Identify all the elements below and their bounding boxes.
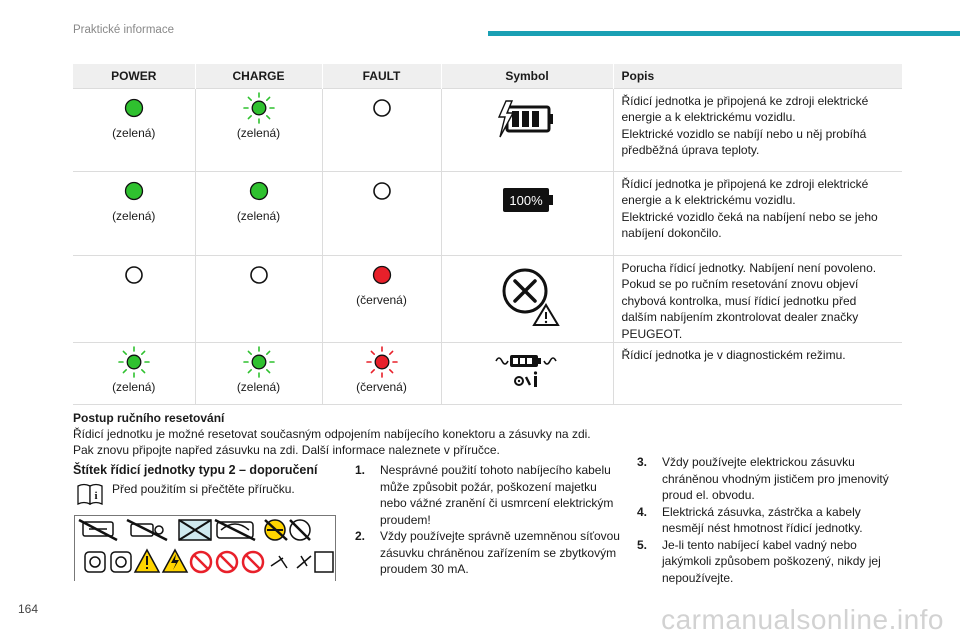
description-line: Řídicí jednotka je v diagnostickém režimu.: [621, 348, 846, 362]
led-off-icon: [364, 97, 400, 119]
green-led-blinking-icon: [116, 351, 152, 373]
fault-led-cell: [322, 343, 441, 405]
power-led-cell: [73, 343, 195, 405]
power-led-cell: [73, 171, 195, 255]
table-row: [73, 343, 902, 405]
battery-charging-icon: [497, 97, 557, 145]
manual-reset-title: Postup ručního resetování: [73, 411, 225, 425]
symbol-cell: [441, 343, 613, 405]
led-color-label: (zelená): [112, 208, 156, 223]
column-header-fault: FAULT: [322, 64, 441, 88]
led-off-icon: [364, 180, 400, 202]
description-line: předběžná úprava teploty.: [621, 143, 760, 157]
led-color-label: (zelená): [236, 208, 281, 223]
safety-pictograms-icon: [75, 516, 337, 582]
description-line: energie a k elektrickému vozidlu.: [621, 193, 796, 207]
list-item-number: 2.: [355, 529, 366, 543]
charge-led-cell: [195, 343, 322, 405]
led-color-label: (zelená): [236, 125, 281, 140]
column-header-symbol: Symbol: [441, 64, 613, 88]
table-row: [73, 88, 902, 171]
battery-full-icon: [497, 180, 557, 220]
list-item: [637, 537, 905, 587]
led-color-label: (červená): [356, 292, 407, 307]
red-led-blinking-icon: [364, 351, 400, 373]
led-off-icon: [241, 264, 277, 286]
led-off-icon: [116, 264, 152, 286]
manual-reset-section: [73, 410, 633, 458]
green-led-on-icon: [116, 180, 152, 202]
list-item-number: 1.: [355, 463, 366, 477]
read-manual-text: Před použitím si přečtěte příručku.: [112, 482, 295, 496]
led-status-table: [73, 64, 902, 405]
fault-led-cell: [322, 171, 441, 255]
diagnostic-mode-icon: [492, 351, 562, 391]
section-title: Praktické informace: [73, 24, 174, 36]
middle-recommendations-list: [355, 462, 620, 578]
description-cell: [613, 171, 902, 255]
list-item-text: Vždy používejte elektrickou zásuvku chráněnou vhodným jističem pro jmenovitý proud el. obvodu.: [662, 455, 889, 502]
power-led-cell: [73, 255, 195, 343]
fault-led-cell: [322, 88, 441, 171]
controller-label-image: [74, 515, 336, 581]
description-line: Řídicí jednotka je připojená ke zdroji elektrické: [621, 93, 869, 108]
svg-text:i: i: [94, 490, 98, 502]
page-number: 164: [18, 602, 39, 616]
column-header-power: POWER: [73, 64, 195, 88]
fault-warning-icon: [492, 264, 562, 330]
table-header-row: [73, 64, 902, 88]
column-header-charge: CHARGE: [195, 64, 322, 88]
description-line: dalším nabíjením zkontrolovat dealer značky: [621, 310, 859, 324]
description-line: PEUGEOT.: [621, 326, 683, 341]
table-row: [73, 171, 902, 255]
label-section-title: Štítek řídicí jednotky typu 2 – doporučení: [73, 463, 318, 477]
symbol-cell: [441, 88, 613, 171]
fault-led-cell: [322, 255, 441, 343]
list-item-text: Nesprávné použití tohoto nabíjecího kabelu může způsobit požár, poškození majetku nebo vážné zranění či usmrcení elektrickým proudem!: [380, 463, 614, 527]
power-led-cell: [73, 88, 195, 171]
charge-led-cell: [195, 255, 322, 343]
list-item-number: 4.: [637, 504, 648, 519]
list-item-text: Elektrická zásuvka, zástrčka a kabely nesmějí nést hmotnost řídicí jednotky.: [662, 504, 863, 535]
manual-reset-text: Pak znovu připojte napřed zásuvku na zdi. Další informace naleznete v příručce.: [73, 443, 500, 457]
green-led-blinking-icon: [241, 351, 277, 373]
description-line: chybová kontrolka, musí řídicí jednotku před: [621, 293, 857, 308]
description-cell: [613, 88, 902, 171]
list-item-number: 5.: [637, 537, 648, 552]
description-line: Elektrické vozidlo čeká na nabíjení nebo se jeho: [621, 209, 878, 224]
header-accent-bar: [488, 31, 960, 36]
watermark: carmanualsonline.info: [661, 604, 944, 635]
led-color-label: (zelená): [236, 380, 281, 394]
led-color-label: (zelená): [112, 125, 156, 140]
symbol-cell: [441, 171, 613, 255]
green-led-on-icon: [116, 97, 152, 119]
list-item: [637, 504, 905, 537]
symbol-cell: [441, 255, 613, 343]
description-line: Elektrické vozidlo se nabíjí nebo u něj probíhá: [621, 126, 867, 141]
manual-reset-text: Řídicí jednotku je možné resetovat současným odpojením nabíjecího konektoru a zásuvky na zdi.: [73, 427, 591, 441]
list-item-text: Je-li tento nabíjecí kabel vadný nebo jakýmkoli způsobem poškozený, nikdy jej nepoužívejte.: [662, 537, 881, 585]
manual-info-icon: [76, 482, 106, 506]
green-led-blinking-icon: [241, 97, 277, 119]
read-manual-note: [76, 482, 295, 506]
list-item-text: Vždy používejte správně uzemněnou síťovou zásuvku chráněnou zařízením se zbytkovým proudem 30 mA.: [380, 529, 620, 576]
list-item: [355, 462, 620, 528]
list-item: [637, 454, 905, 504]
description-cell: [613, 343, 902, 405]
description-line: Pokud se po ručním resetování znovu objeví: [621, 277, 859, 291]
description-line: Řídicí jednotka je připojená ke zdroji elektrické: [621, 176, 869, 191]
green-led-on-icon: [241, 180, 277, 202]
description-line: nabíjení dokončilo.: [621, 226, 722, 240]
list-item: [355, 528, 620, 578]
column-header-description: Popis: [613, 64, 902, 88]
list-item-number: 3.: [637, 455, 648, 469]
battery-percent-label: 100%: [509, 192, 543, 208]
led-color-label: (zelená): [112, 380, 156, 394]
charge-led-cell: [195, 171, 322, 255]
charge-led-cell: [195, 88, 322, 171]
description-line: Porucha řídicí jednotky. Nabíjení není povoleno.: [621, 260, 877, 275]
led-color-label: (červená): [356, 380, 407, 394]
description-line: energie a k elektrickému vozidlu.: [621, 110, 796, 124]
right-recommendations-list: [637, 454, 905, 586]
red-led-on-icon: [364, 264, 400, 286]
table-row: [73, 255, 902, 343]
description-cell: [613, 255, 902, 343]
